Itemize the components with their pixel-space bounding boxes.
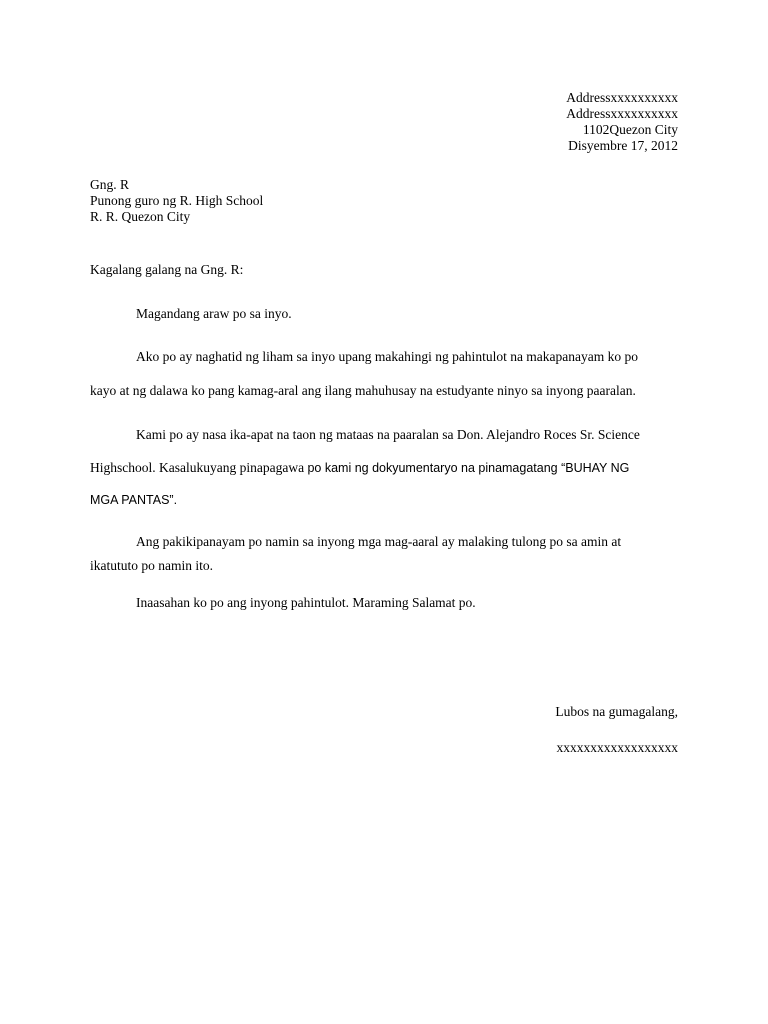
paragraph-3-line-2 bbox=[90, 460, 629, 476]
paragraph-2-line-2: kayo at ng dalawa ko pang kamag-aral ang ilang mahuhusay na estudyante ninyo sa inyong paaralan. bbox=[90, 383, 636, 398]
paragraph-2-line-1: Ako po ay naghatid ng liham sa inyo upang makahingi ng pahintulot na makapanayam ko po bbox=[136, 349, 639, 364]
recipient-name: Gng. R bbox=[90, 177, 130, 192]
salutation: Kagalang galang na Gng. R: bbox=[90, 262, 244, 277]
sender-city: 1102Quezon City bbox=[582, 122, 678, 137]
greeting-paragraph: Magandang araw po sa inyo. bbox=[136, 306, 292, 321]
paragraph-3-line-2-sans: po kami ng dokyumentaryo na pinamagatang “BUHAY NG bbox=[307, 461, 630, 475]
paragraph-5: Inaasahan ko po ang inyong pahintulot. Maraming Salamat po. bbox=[136, 595, 476, 610]
sender-address-line2: Addressxxxxxxxxxx bbox=[566, 106, 678, 121]
paragraph-4-line-2: ikatututo po namin ito. bbox=[90, 558, 213, 573]
letter-date: Disyembre 17, 2012 bbox=[568, 138, 678, 153]
paragraph-3-line-1: Kami po ay nasa ika-apat na taon ng mataas na paaralan sa Don. Alejandro Roces Sr. Science bbox=[136, 427, 640, 442]
signature: xxxxxxxxxxxxxxxxxx bbox=[556, 740, 678, 755]
paragraph-3-line-2-serif: Highschool. Kasalukuyang pinapagawa bbox=[90, 460, 308, 475]
recipient-position: Punong guro ng R. High School bbox=[90, 193, 264, 208]
complimentary-close: Lubos na gumagalang, bbox=[555, 704, 678, 719]
sender-address-line1: Addressxxxxxxxxxx bbox=[566, 90, 678, 105]
paragraph-4-line-1: Ang pakikipanayam po namin sa inyong mga mag-aaral ay malaking tulong po sa amin at bbox=[136, 534, 622, 549]
recipient-address: R. R. Quezon City bbox=[90, 209, 191, 224]
paragraph-3-line-3: MGA PANTAS”. bbox=[90, 493, 178, 507]
